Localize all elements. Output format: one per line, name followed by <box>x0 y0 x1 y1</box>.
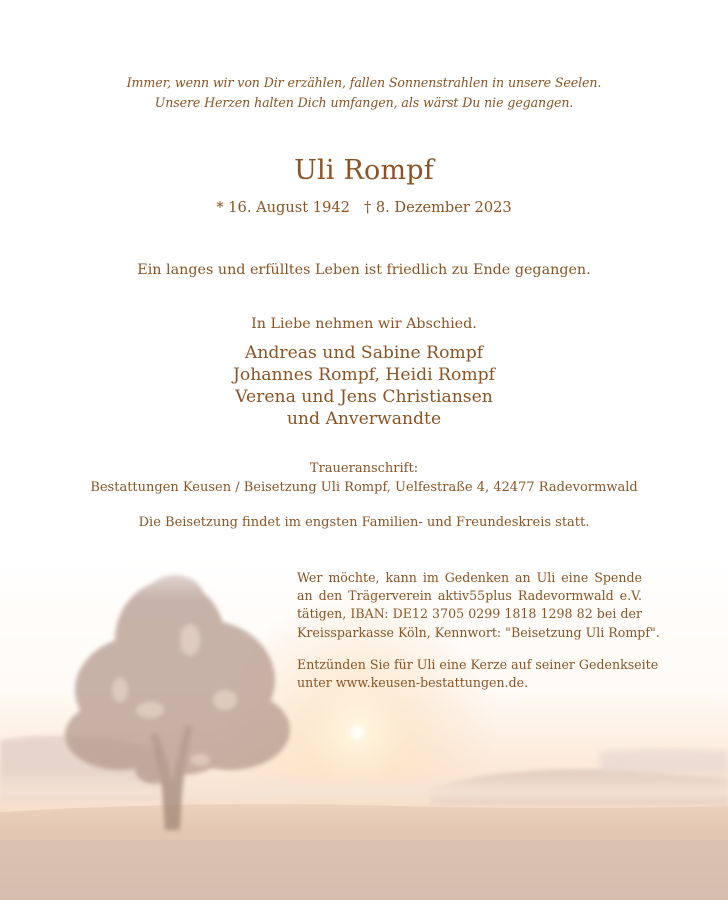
motto-line: Unsere Herzen halten Dich umfangen, als wärst Du nie gegangen. <box>154 95 574 110</box>
mourner: und Anverwandte <box>286 409 442 429</box>
candle-paragraph <box>297 656 657 692</box>
mourner: Johannes Rompf, Heidi Rompf <box>233 365 495 385</box>
candle-line: Entzünden Sie für Uli eine Kerze auf seiner Gedenkseite <box>297 657 659 672</box>
candle-line-2 <box>297 674 657 692</box>
donation-line: Wer möchte, kann im Gedenken an Uli eine Spende <box>297 570 642 585</box>
donation-line: Kreissparkasse Köln, Kennwort: "Beisetzung Uli Rompf". <box>297 624 660 640</box>
donation-line: an den Trägerverein aktiv55plus Radevormwald e.V. <box>297 588 642 604</box>
candle-prefix: unter <box>297 675 336 691</box>
donation-line: tätigen, IBAN: DE12 3705 0299 1818 1298 82 bei der <box>297 606 642 622</box>
mourning-address: Bestattungen Keusen / Beisetzung Uli Rompf, Uelfestraße 4, 42477 Radevormwald <box>90 480 638 495</box>
death-date: † 8. Dezember 2023 <box>363 199 512 216</box>
burial-note: Die Beisetzung findet im engsten Familien- und Freundeskreis statt. <box>138 515 590 530</box>
memorial-website-link[interactable]: www.keusen-bestattungen.de <box>335 675 525 691</box>
donation-paragraph <box>297 569 660 642</box>
birth-date: * 16. August 1942 <box>216 199 350 216</box>
motto-quote <box>0 73 728 113</box>
mourner: Andreas und Sabine Rompf <box>244 343 484 363</box>
life-dates <box>0 197 728 219</box>
deceased-name: Uli Rompf <box>294 155 434 186</box>
life-statement: Ein langes und erfülltes Leben ist friedlich zu Ende gegangen. <box>137 262 591 278</box>
mourner: Verena und Jens Christiansen <box>235 387 493 407</box>
farewell-statement: In Liebe nehmen wir Abschied. <box>251 316 477 332</box>
mourners-list <box>0 342 728 430</box>
address-label: Traueranschrift: <box>309 461 419 476</box>
motto-line: Immer, wenn wir von Dir erzählen, fallen Sonnenstrahlen in unsere Seelen. <box>126 75 602 90</box>
candle-suffix: . <box>524 675 529 691</box>
